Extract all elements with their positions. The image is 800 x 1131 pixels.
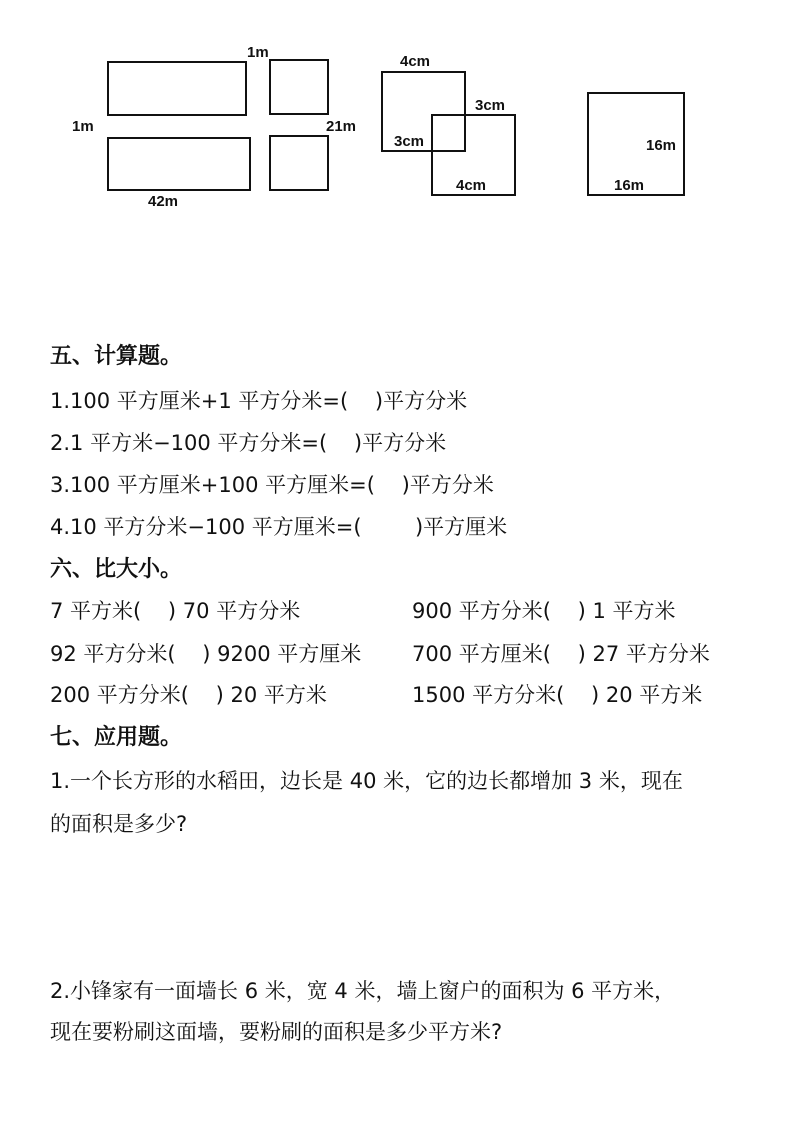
section7-title: 七、应用题。 <box>50 725 183 750</box>
rect-top-right <box>270 60 328 114</box>
label-4cm-top: 4cm <box>400 53 431 70</box>
section6-title: 六、比大小。 <box>50 557 183 582</box>
compare-right-1: 900 平方分米( ) 1 平方米 <box>412 599 676 623</box>
label-16m-bottom: 16m <box>614 177 645 194</box>
label-1m-top: 1m <box>247 44 269 61</box>
section5-item-1: 1.100 平方厘米+1 平方分米=( )平方分米 <box>50 389 468 413</box>
section5-title: 五、计算题。 <box>50 344 183 369</box>
section5-item-4: 4.10 平方分米−100 平方厘米=( )平方厘米 <box>50 515 508 539</box>
label-4cm-bottom: 4cm <box>456 177 487 194</box>
rect-bottom-right <box>270 136 328 190</box>
compare-left-1: 7 平方米( ) 70 平方分米 <box>50 599 301 623</box>
section5-item-3: 3.100 平方厘米+100 平方厘米=( )平方分米 <box>50 473 494 497</box>
compare-right-2: 700 平方厘米( ) 27 平方分米 <box>412 642 710 666</box>
label-1m-left: 1m <box>72 118 94 135</box>
label-21m: 21m <box>326 118 357 135</box>
question-2-line-1: 2.小锋家有一面墙长 6 米，宽 4 米，墙上窗户的面积为 6 平方米， <box>50 979 676 1003</box>
figures-svg <box>0 0 800 240</box>
question-1-line-1: 1.一个长方形的水稻田，边长是 40 米，它的边长都增加 3 米，现在 <box>50 769 683 793</box>
label-3cm-right: 3cm <box>475 97 506 114</box>
question-2-line-2: 现在要粉刷这面墙，要粉刷的面积是多少平方米? <box>50 1020 503 1044</box>
section5-item-2: 2.1 平方米−100 平方分米=( )平方分米 <box>50 431 447 455</box>
label-42m: 42m <box>148 193 179 210</box>
compare-left-3: 200 平方分米( ) 20 平方米 <box>50 683 327 707</box>
compare-right-3: 1500 平方分米( ) 20 平方米 <box>412 683 703 707</box>
rect-top-left <box>108 62 246 115</box>
compare-left-2: 92 平方分米( ) 9200 平方厘米 <box>50 642 362 666</box>
rect-bottom-left <box>108 138 250 190</box>
figures-area <box>0 0 800 240</box>
question-1-line-2: 的面积是多少? <box>50 812 188 836</box>
label-3cm-left: 3cm <box>394 133 425 150</box>
label-16m-side: 16m <box>646 137 677 154</box>
